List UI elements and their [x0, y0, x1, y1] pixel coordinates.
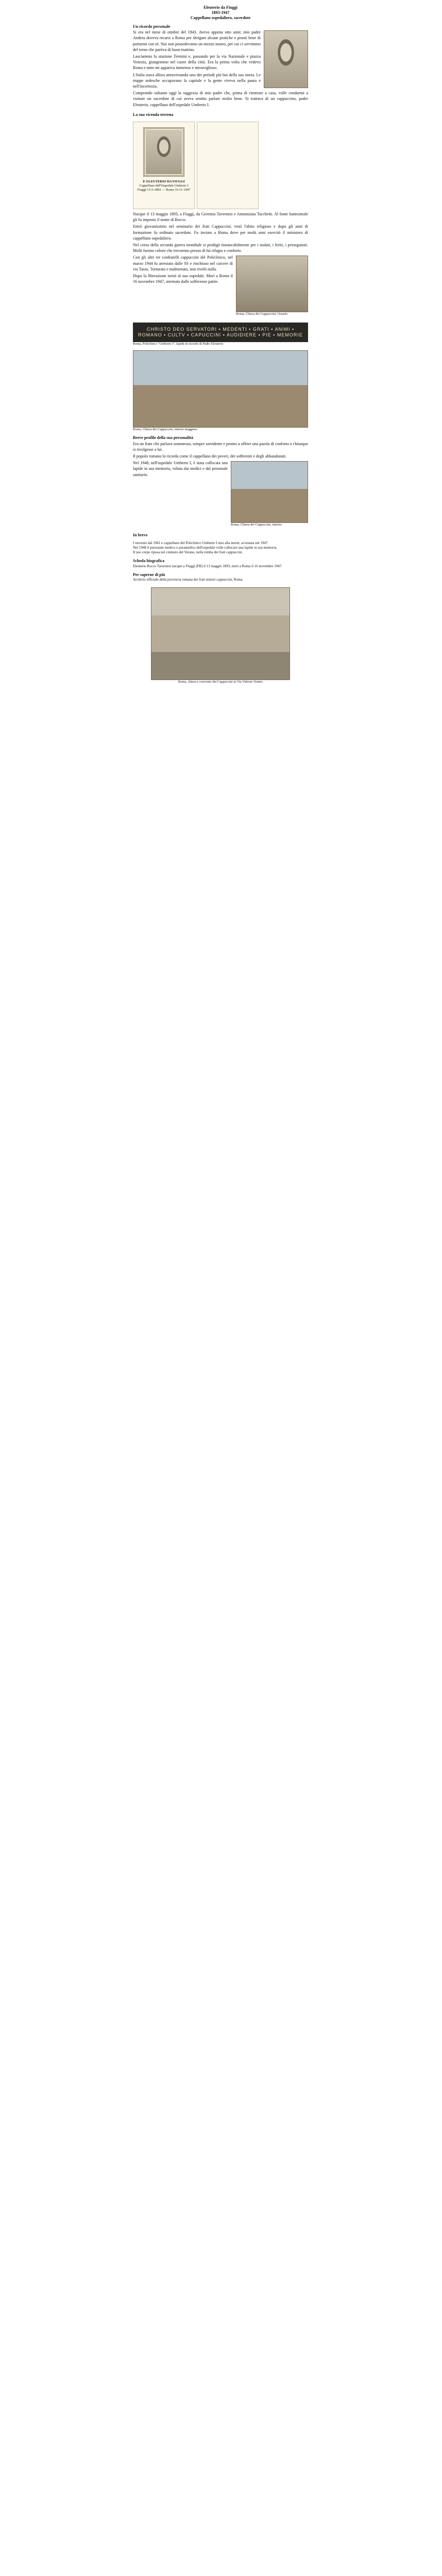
- note-item: Convento dal 1941 e cappellano del Policlinico Umberto I sino alla morte, avvenuta nel 1947.: [133, 541, 269, 546]
- biography-title: Scheda biografica: [133, 558, 165, 564]
- card-photo: [143, 127, 184, 177]
- card-dates: Fiuggi 13-5-1893 — Roma 16-11-1947: [137, 188, 191, 192]
- paragraph: Nel 1948, nell'ospedale Umberto I, è stata collocata una lapide in sua memoria, voluta dai medici e dal personale sanitario.: [133, 461, 228, 477]
- church2-figure: [231, 461, 308, 527]
- paragraph: Si era nel mese di ottobre del 1943. Avevo appena otto anni; mio padre Andrea doveva recarsi a Roma per sbrigare alcune pratiche e pensò bene di portarmi con sé. Noi non possedevamo un mezzo nostro, per cui ci servimmo del treno che partiva di buon mattino.: [133, 30, 261, 52]
- notes-list: [133, 541, 308, 555]
- church-caption: Roma, Chiesa dei Cappuccini, interno maggiore: [133, 428, 198, 432]
- person-name: Eleuterio da Fiuggi: [203, 5, 237, 10]
- plaque-figure: [133, 323, 308, 346]
- paragraph: Nel corso della seconda guerra mondiale si prodigò instancabilmente per i malati, i feriti, i perseguitati. Molti furono coloro che trovarono presso di lui rifugio e conforto.: [133, 243, 308, 253]
- section-title: La sua vicenda terrena: [133, 112, 174, 117]
- note-item: Il suo corpo riposa nel cimitero del Verano, nella tomba dei frati cappuccini.: [133, 550, 243, 555]
- plaque-inscription: CHRISTO DEO SERVATORI ▪ MEDENTI ▪ GRATI ▪ ANIMI ▪ ROMANO ▪ CULTV ▪ CAPUCCINI ▪ AUDIDIERE ▪ PIE ▪ MEMORIE: [133, 323, 308, 342]
- paragraph: Era un frate che parlava sommesso, sempre sorridente e pronto a offrire una parola di conforto a chiunque si rivolgesse a lui.: [133, 441, 308, 452]
- church-photo: [133, 350, 308, 428]
- plaque-caption: Roma, Policlinico "Umberto I", lapide in ricordo di Padre Eleuterio: [133, 342, 224, 346]
- paragraph: Nacque il 13 maggio 1893, a Fiuggi, da Geremia Tavernesi e Annunziata Tacchetti. Al fonte battesimale gli fu imposto il nome di Rocco.: [133, 212, 308, 223]
- bottom-figure: [133, 587, 308, 684]
- person-subtitle: Cappellano ospedaliero, sacerdote: [190, 15, 251, 20]
- paragraph: Il popolo romano lo ricorda come il cappellano dei poveri, dei sofferenti e degli abbandonati.: [133, 454, 286, 459]
- small-photo-figure: [236, 256, 308, 316]
- memorial-card-figure: [133, 122, 308, 209]
- memorial-card-left: [133, 122, 195, 209]
- person-years: 1893-1947: [211, 10, 230, 15]
- small-photo-caption: Roma, Chiesa dei Cappuccini, Ossario: [236, 312, 288, 316]
- section-title: Breve profilo della sua personalità: [133, 435, 194, 440]
- memorial-card-right: [197, 122, 259, 209]
- church-figure: [133, 350, 308, 432]
- paragraph: Dopo la liberazione tornò al suo ospedale. Morì a Roma il 16 novembre 1947, stremato dalle sofferenze patite.: [133, 274, 233, 284]
- document-header: [133, 0, 308, 21]
- notes-title: In breve: [133, 533, 148, 538]
- section-title: Un ricordo personale: [133, 24, 171, 29]
- bottom-caption: Roma, chiesa e convento dei Cappuccini in Via Vittorio Veneto: [178, 680, 263, 684]
- bottom-photo: [151, 587, 290, 680]
- card-subtitle: Cappellano dell'Ospedale Umberto I: [139, 184, 189, 188]
- paragraph: Entrò giovanissimo nel seminario dei frati Cappuccini; vestì l'abito religioso e dopo gli anni di formazione fu ordinato sacerdote. Fu inviato a Roma dove per molti anni esercitò il ministero di cappellano ospedaliero.: [133, 224, 308, 241]
- church2-photo: [231, 461, 308, 523]
- paragraph: Con gli altri tre confratelli cappuccini del Policlinico, nel marzo 1944 fu arrestato dalle SS e rinchiuso nel carcere di via Tasso. Torturato e malmenato, non rivelò nulla.: [133, 255, 233, 272]
- portrait-photo: [264, 30, 308, 88]
- main-column: [133, 0, 308, 684]
- document-page: [0, 0, 442, 684]
- biography-text: Eleuterio Rocco Tavernesi nacque a Fiuggi (FR) il 13 maggio 1893, morì a Roma il 16 novembre 1947.: [133, 564, 283, 568]
- paragraph: Comprendo soltanto oggi la saggezza di mio padre che, prima di rientrare a casa, volle condurmi a visitare un sacerdote di cui aveva sentito parlare molto bene. Si trattava di un cappuccino, padre Eleuterio, cappellano dell'ospedale Umberto I.: [133, 91, 308, 107]
- further-title: Per saperne di più: [133, 572, 165, 577]
- card-title: P. ELEUTERIO DA FIUGGI: [143, 180, 185, 184]
- note-item: Nel 1948 il personale medico e paramedico dell'ospedale volle collocare una lapide in sua memoria.: [133, 546, 278, 550]
- paragraph: L'Italia stava allora attraversando uno dei periodi più bui della sua storia. Le truppe tedesche occupavano la capitale e la gente viveva nella paura e nell'incertezza.: [133, 72, 261, 89]
- church2-caption: Roma, Chiesa dei Cappuccini, interno: [231, 523, 282, 527]
- further-text: Archivio ufficiale della provincia romana dei frati minori cappuccini, Roma.: [133, 577, 244, 582]
- portrait-figure: [264, 30, 308, 88]
- paragraph: Lasciammo la stazione Termini e, passando per la via Nazionale e piazza Venezia, giungemmo nel cuore della città. Era la prima volta che vedevo Roma e tutto mi appariva immenso e meraviglioso.: [133, 54, 261, 71]
- small-photo: [236, 256, 308, 312]
